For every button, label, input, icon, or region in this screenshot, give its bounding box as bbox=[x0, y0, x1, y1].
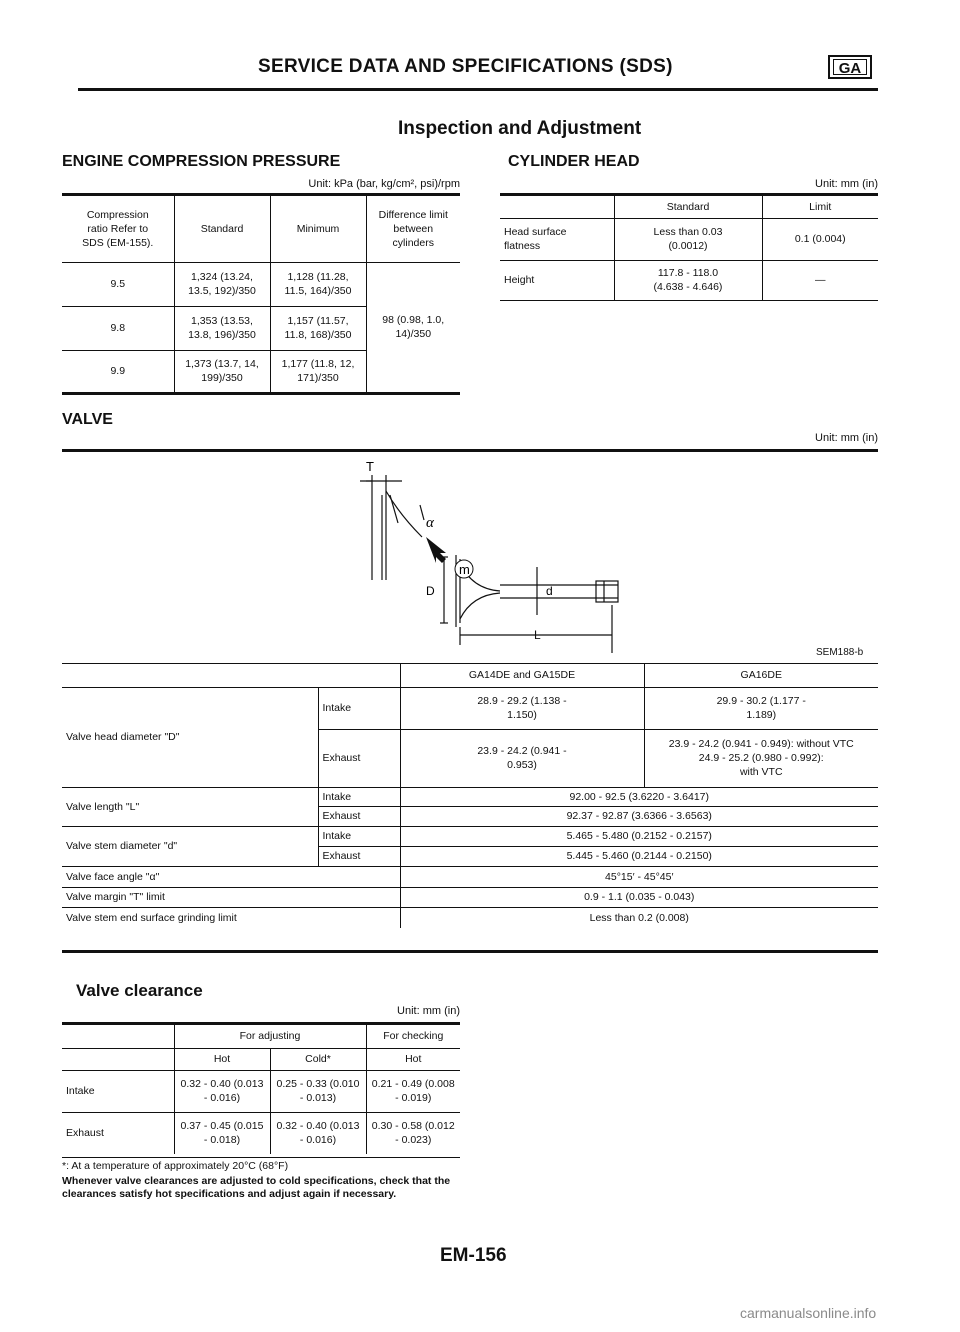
hd-exhaust-2c: with VTC bbox=[739, 766, 783, 778]
diagram-label-alpha: α bbox=[426, 515, 434, 531]
compression-table bbox=[62, 196, 460, 392]
len-intake: 92.00 - 92.5 (3.6220 - 3.6417) bbox=[400, 787, 878, 806]
clearance-check: 0.30 - 0.58 (0.012 - 0.023) bbox=[366, 1112, 460, 1154]
header-standard: Standard bbox=[614, 196, 762, 218]
label-grinding: Valve stem end surface grinding limit bbox=[66, 911, 237, 924]
figure-id: SEM188-b bbox=[816, 647, 864, 658]
clearance-cold: 0.25 - 0.33 (0.010 - 0.013) bbox=[270, 1070, 366, 1112]
label-exhaust: Exhaust bbox=[318, 806, 400, 826]
label-intake: Intake bbox=[318, 787, 400, 806]
difference-cell: 98 (0.98, 1.0, 14)/350 bbox=[366, 262, 460, 392]
cylinder-head-table bbox=[500, 196, 878, 301]
header-ga16: GA16DE bbox=[644, 664, 878, 687]
clearance-unit: Unit: mm (in) bbox=[397, 1005, 460, 1017]
standard-cell: 1,373 (13.7, 14, 199)/350 bbox=[174, 350, 270, 392]
clearance-table bbox=[62, 1025, 460, 1154]
diagram-label-D: D bbox=[426, 584, 435, 598]
label-exhaust: Exhaust bbox=[318, 846, 400, 866]
hd-exhaust-2b: 24.9 - 25.2 (0.980 - 0.992): bbox=[698, 752, 824, 764]
valve-table bbox=[62, 664, 878, 928]
margin-value: 0.9 - 1.1 (0.035 - 0.043) bbox=[400, 887, 878, 907]
stem-intake: 5.465 - 5.480 (0.2152 - 0.2157) bbox=[400, 826, 878, 846]
diagram-label-L: L bbox=[534, 628, 541, 642]
cylinder-head-title: CYLINDER HEAD bbox=[508, 153, 640, 170]
minimum-cell: 1,177 (11.8, 12, 171)/350 bbox=[270, 350, 366, 392]
header-difference: Difference limit between cylinders bbox=[366, 196, 460, 262]
header-hot-check: Hot bbox=[366, 1048, 460, 1070]
arrow-icon bbox=[426, 537, 446, 563]
hd-intake-2: 29.9 - 30.2 (1.177 - 1.189) bbox=[644, 687, 878, 729]
label-intake: Intake bbox=[318, 687, 400, 729]
hd-intake-1: 28.9 - 29.2 (1.138 - 1.150) bbox=[400, 687, 644, 729]
label-exhaust: Exhaust bbox=[318, 729, 400, 787]
label-head-diameter: Valve head diameter "D" bbox=[62, 687, 318, 787]
label-intake: Intake bbox=[318, 826, 400, 846]
valve-unit: Unit: mm (in) bbox=[815, 432, 878, 444]
ratio-cell: 9.8 bbox=[110, 322, 126, 334]
standard-cell: 117.8 - 118.0 (4.638 - 4.646) bbox=[614, 260, 762, 300]
limit-cell: — bbox=[762, 260, 878, 300]
section-subtitle: Inspection and Adjustment bbox=[398, 118, 642, 139]
clearance-item: Intake bbox=[66, 1085, 95, 1097]
clearance-cold: 0.32 - 0.40 (0.013 - 0.016) bbox=[270, 1112, 366, 1154]
hd-exhaust-2a: 23.9 - 24.2 (0.941 - 0.949): without VTC bbox=[668, 738, 854, 750]
label-margin: Valve margin "T" limit bbox=[66, 891, 165, 903]
face-angle-value: 45°15′ - 45°45′ bbox=[400, 866, 878, 887]
clearance-bottom-rule bbox=[62, 1157, 460, 1158]
header-checking: For checking bbox=[366, 1025, 460, 1048]
label-length: Valve length "L" bbox=[62, 787, 318, 826]
clearance-item: Exhaust bbox=[66, 1127, 104, 1140]
cylinder-head-unit: Unit: mm (in) bbox=[815, 178, 878, 190]
header-cold: Cold* bbox=[270, 1048, 366, 1070]
clearance-hot: 0.32 - 0.40 (0.013 - 0.016) bbox=[174, 1070, 270, 1112]
header-limit: Limit bbox=[762, 196, 878, 218]
diagram-label-d: d bbox=[546, 584, 553, 598]
valve-top-rule bbox=[62, 449, 878, 452]
header-compression-ratio: Compression ratio Refer to SDS (EM-155). bbox=[82, 208, 154, 249]
limit-cell: 0.1 (0.004) bbox=[762, 218, 878, 260]
watermark: carmanualsonline.info bbox=[740, 1305, 877, 1321]
clearance-warning: Whenever valve clearances are adjusted to cold specifications, check that the clearances satisfy hot specifications and adjust again if necessary. bbox=[62, 1175, 451, 1200]
hd-exhaust-1: 23.9 - 24.2 (0.941 - 0.953) bbox=[400, 729, 644, 787]
ga-badge: GA bbox=[828, 55, 872, 79]
header-hot: Hot bbox=[174, 1048, 270, 1070]
item-cell: Head surface flatness bbox=[504, 226, 567, 252]
diagram-label-m: m bbox=[459, 562, 470, 577]
standard-cell: 1,353 (13.53, 13.8, 196)/350 bbox=[174, 306, 270, 350]
valve-title: VALVE bbox=[62, 411, 113, 428]
diagram-label-T: T bbox=[366, 459, 374, 474]
grinding-value: Less than 0.2 (0.008) bbox=[400, 907, 878, 928]
standard-cell: 1,324 (13.24, 13.5, 192)/350 bbox=[174, 262, 270, 306]
clearance-title: Valve clearance bbox=[76, 981, 203, 1000]
header-rule bbox=[78, 88, 878, 91]
minimum-cell: 1,157 (11.57, 11.8, 168)/350 bbox=[270, 306, 366, 350]
stem-exhaust: 5.445 - 5.460 (0.2144 - 0.2150) bbox=[400, 846, 878, 866]
minimum-cell: 1,128 (11.28, 11.5, 164)/350 bbox=[270, 262, 366, 306]
len-exhaust: 92.37 - 92.87 (3.6366 - 3.6563) bbox=[400, 806, 878, 826]
compression-bottom-rule bbox=[62, 392, 460, 395]
label-face-angle: Valve face angle "α" bbox=[66, 870, 160, 883]
ratio-cell: 9.5 bbox=[110, 278, 126, 290]
valve-diagram bbox=[360, 455, 650, 655]
standard-cell: Less than 0.03 (0.0012) bbox=[614, 218, 762, 260]
clearance-check: 0.21 - 0.49 (0.008 - 0.019) bbox=[366, 1070, 460, 1112]
header-ga14-15: GA14DE and GA15DE bbox=[400, 664, 644, 687]
compression-unit: Unit: kPa (bar, kg/cm², psi)/rpm bbox=[308, 178, 460, 190]
compression-title: ENGINE COMPRESSION PRESSURE bbox=[62, 153, 341, 170]
clearance-footnote: *: At a temperature of approximately 20°C (68°F) bbox=[62, 1160, 289, 1172]
header-standard: Standard bbox=[174, 196, 270, 262]
valve-bottom-rule bbox=[62, 950, 878, 953]
page-header-title: SERVICE DATA AND SPECIFICATIONS (SDS) bbox=[258, 56, 673, 77]
ratio-cell: 9.9 bbox=[110, 365, 126, 378]
item-cell: Height bbox=[504, 274, 535, 286]
header-minimum: Minimum bbox=[270, 196, 366, 262]
label-stem: Valve stem diameter "d" bbox=[62, 826, 318, 866]
clearance-hot: 0.37 - 0.45 (0.015 - 0.018) bbox=[174, 1112, 270, 1154]
header-adjusting: For adjusting bbox=[174, 1025, 366, 1048]
page-number: EM-156 bbox=[440, 1245, 507, 1266]
